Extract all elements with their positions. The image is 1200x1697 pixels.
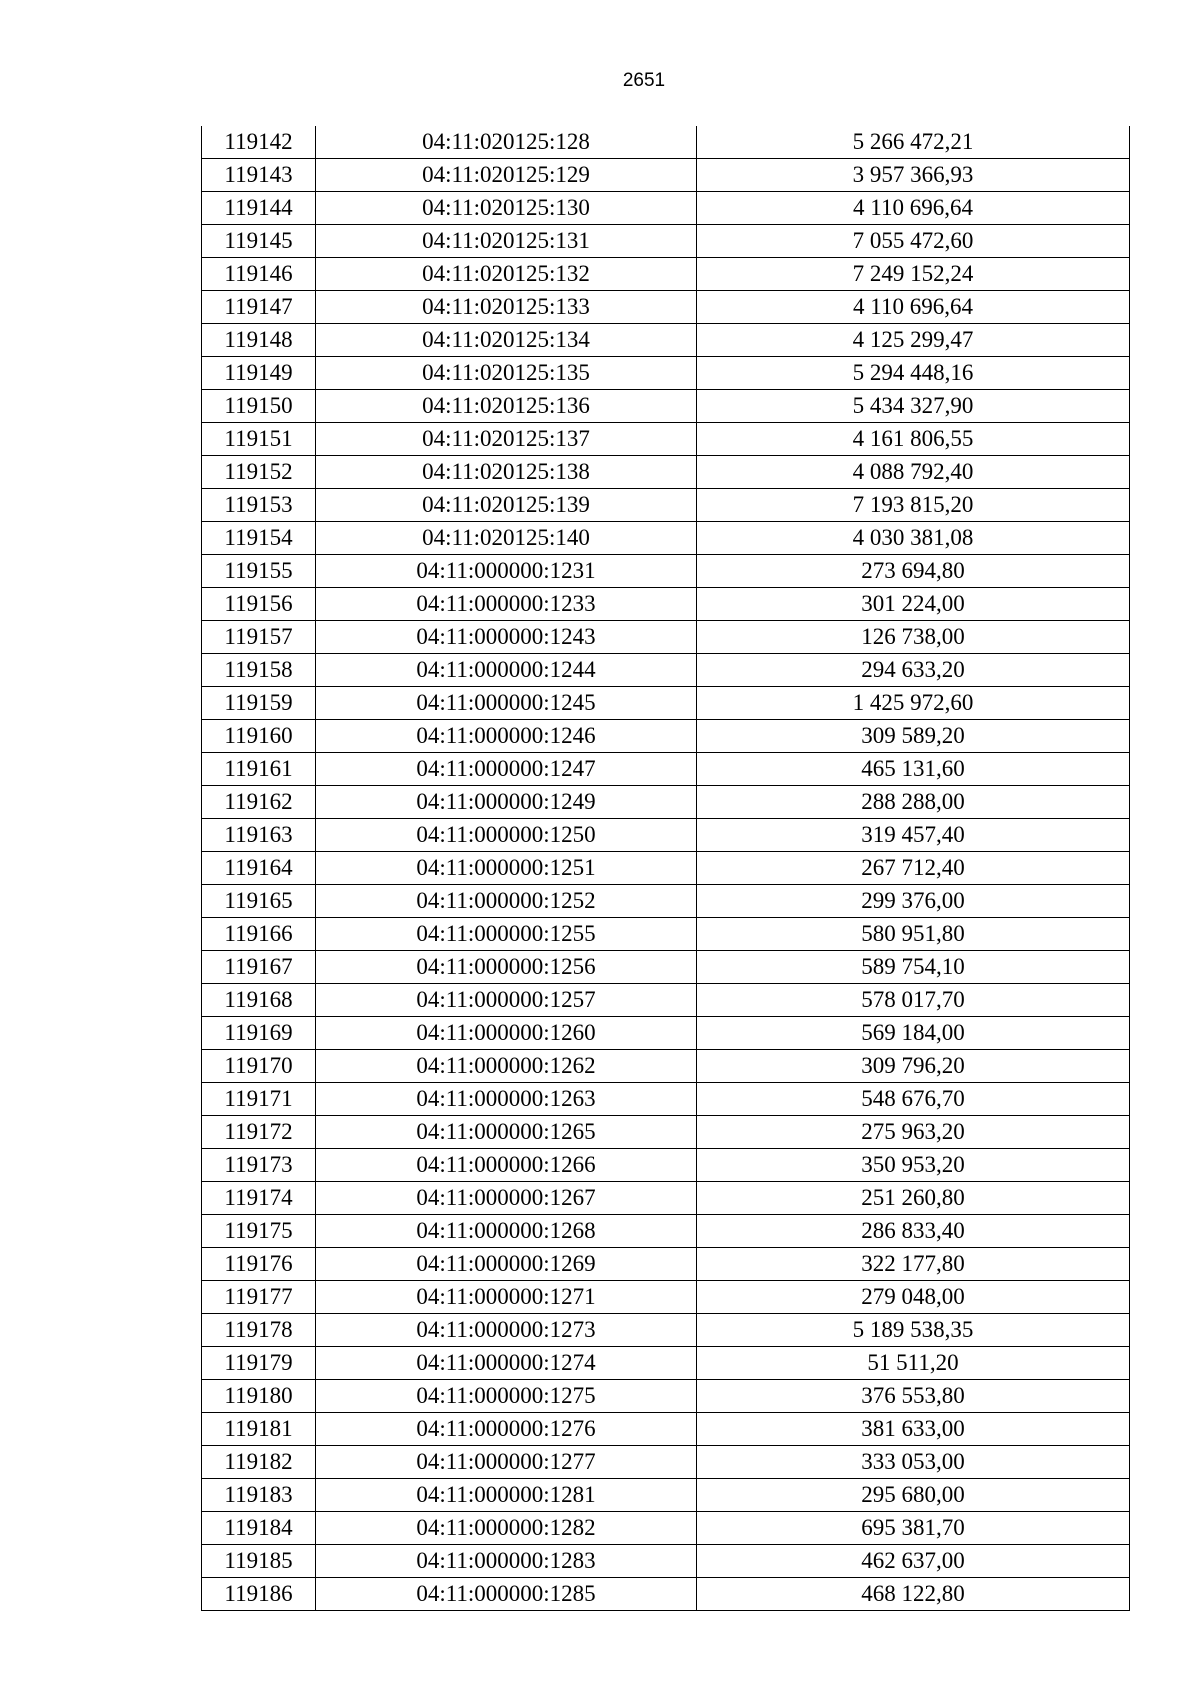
- row-number-cell: 119148: [202, 324, 316, 357]
- table-row: [202, 1149, 1130, 1182]
- row-number-cell: 119154: [202, 522, 316, 555]
- table-row: [202, 720, 1130, 753]
- cadastral-number-cell: 04:11:000000:1271: [316, 1281, 697, 1314]
- table-row: [202, 885, 1130, 918]
- cadastral-value-cell: 309 589,20: [697, 720, 1130, 753]
- table-row: [202, 1479, 1130, 1512]
- table-row: [202, 1314, 1130, 1347]
- row-number-cell: 119150: [202, 390, 316, 423]
- cadastral-number-cell: 04:11:020125:130: [316, 192, 697, 225]
- row-number-cell: 119180: [202, 1380, 316, 1413]
- cadastral-number-cell: 04:11:020125:132: [316, 258, 697, 291]
- cadastral-value-cell: 322 177,80: [697, 1248, 1130, 1281]
- cadastral-number-cell: 04:11:020125:135: [316, 357, 697, 390]
- cadastral-number-cell: 04:11:000000:1251: [316, 852, 697, 885]
- cadastral-value-cell: 5 189 538,35: [697, 1314, 1130, 1347]
- cadastral-number-cell: 04:11:000000:1266: [316, 1149, 697, 1182]
- cadastral-value-cell: 273 694,80: [697, 555, 1130, 588]
- cadastral-value-cell: 4 110 696,64: [697, 291, 1130, 324]
- cadastral-value-cell: 275 963,20: [697, 1116, 1130, 1149]
- table-row: [202, 1347, 1130, 1380]
- cadastral-value-cell: 1 425 972,60: [697, 687, 1130, 720]
- cadastral-value-cell: 267 712,40: [697, 852, 1130, 885]
- cadastral-number-cell: 04:11:020125:138: [316, 456, 697, 489]
- table-row: [202, 324, 1130, 357]
- cadastral-number-cell: 04:11:000000:1256: [316, 951, 697, 984]
- table-row: [202, 126, 1130, 159]
- row-number-cell: 119171: [202, 1083, 316, 1116]
- table-row: [202, 456, 1130, 489]
- table-row: [202, 1545, 1130, 1578]
- row-number-cell: 119159: [202, 687, 316, 720]
- row-number-cell: 119177: [202, 1281, 316, 1314]
- cadastral-value-cell: 294 633,20: [697, 654, 1130, 687]
- table-body: [202, 126, 1130, 1611]
- cadastral-number-cell: 04:11:020125:133: [316, 291, 697, 324]
- row-number-cell: 119151: [202, 423, 316, 456]
- cadastral-value-cell: 3 957 366,93: [697, 159, 1130, 192]
- row-number-cell: 119183: [202, 1479, 316, 1512]
- cadastral-value-cell: 126 738,00: [697, 621, 1130, 654]
- row-number-cell: 119185: [202, 1545, 316, 1578]
- table-row: [202, 1578, 1130, 1611]
- row-number-cell: 119170: [202, 1050, 316, 1083]
- cadastral-value-cell: 251 260,80: [697, 1182, 1130, 1215]
- table-row: [202, 951, 1130, 984]
- cadastral-value-cell: 51 511,20: [697, 1347, 1130, 1380]
- row-number-cell: 119162: [202, 786, 316, 819]
- page-number: 2651: [622, 70, 666, 91]
- cadastral-value-cell: 5 434 327,90: [697, 390, 1130, 423]
- cadastral-number-cell: 04:11:000000:1273: [316, 1314, 697, 1347]
- table-row: [202, 1380, 1130, 1413]
- cadastral-value-cell: 286 833,40: [697, 1215, 1130, 1248]
- table-row: [202, 984, 1130, 1017]
- row-number-cell: 119158: [202, 654, 316, 687]
- cadastral-number-cell: 04:11:000000:1243: [316, 621, 697, 654]
- row-number-cell: 119143: [202, 159, 316, 192]
- cadastral-number-cell: 04:11:020125:129: [316, 159, 697, 192]
- cadastral-number-cell: 04:11:000000:1276: [316, 1413, 697, 1446]
- table-row: [202, 819, 1130, 852]
- cadastral-value-cell: 468 122,80: [697, 1578, 1130, 1611]
- cadastral-value-cell: 580 951,80: [697, 918, 1130, 951]
- cadastral-number-cell: 04:11:000000:1283: [316, 1545, 697, 1578]
- table-row: [202, 1182, 1130, 1215]
- cadastral-value-cell: 7 249 152,24: [697, 258, 1130, 291]
- cadastral-number-cell: 04:11:000000:1249: [316, 786, 697, 819]
- cadastral-value-cell: 7 193 815,20: [697, 489, 1130, 522]
- row-number-cell: 119142: [202, 126, 316, 159]
- row-number-cell: 119152: [202, 456, 316, 489]
- table-row: [202, 159, 1130, 192]
- cadastral-number-cell: 04:11:000000:1231: [316, 555, 697, 588]
- table-row: [202, 621, 1130, 654]
- cadastral-number-cell: 04:11:000000:1282: [316, 1512, 697, 1545]
- cadastral-number-cell: 04:11:000000:1260: [316, 1017, 697, 1050]
- row-number-cell: 119156: [202, 588, 316, 621]
- table-row: [202, 1050, 1130, 1083]
- cadastral-value-cell: 381 633,00: [697, 1413, 1130, 1446]
- row-number-cell: 119161: [202, 753, 316, 786]
- cadastral-value-cell: 5 266 472,21: [697, 126, 1130, 159]
- cadastral-value-cell: 4 030 381,08: [697, 522, 1130, 555]
- cadastral-number-cell: 04:11:020125:134: [316, 324, 697, 357]
- cadastral-value-cell: 589 754,10: [697, 951, 1130, 984]
- cadastral-number-cell: 04:11:000000:1269: [316, 1248, 697, 1281]
- cadastral-value-cell: 376 553,80: [697, 1380, 1130, 1413]
- table-row: [202, 1281, 1130, 1314]
- table-row: [202, 390, 1130, 423]
- cadastral-number-cell: 04:11:000000:1250: [316, 819, 697, 852]
- cadastral-number-cell: 04:11:000000:1255: [316, 918, 697, 951]
- cadastral-value-cell: 333 053,00: [697, 1446, 1130, 1479]
- cadastral-value-cell: 4 161 806,55: [697, 423, 1130, 456]
- table-row: [202, 918, 1130, 951]
- cadastral-number-cell: 04:11:000000:1233: [316, 588, 697, 621]
- table-row: [202, 687, 1130, 720]
- row-number-cell: 119145: [202, 225, 316, 258]
- cadastral-number-cell: 04:11:000000:1274: [316, 1347, 697, 1380]
- cadastral-value-cell: 7 055 472,60: [697, 225, 1130, 258]
- row-number-cell: 119178: [202, 1314, 316, 1347]
- table-row: [202, 786, 1130, 819]
- cadastral-number-cell: 04:11:000000:1257: [316, 984, 697, 1017]
- row-number-cell: 119179: [202, 1347, 316, 1380]
- row-number-cell: 119157: [202, 621, 316, 654]
- table-row: [202, 192, 1130, 225]
- row-number-cell: 119173: [202, 1149, 316, 1182]
- cadastral-value-cell: 695 381,70: [697, 1512, 1130, 1545]
- table-row: [202, 654, 1130, 687]
- table-row: [202, 1248, 1130, 1281]
- cadastral-number-cell: 04:11:000000:1246: [316, 720, 697, 753]
- cadastral-value-cell: 350 953,20: [697, 1149, 1130, 1182]
- cadastral-value-cell: 548 676,70: [697, 1083, 1130, 1116]
- cadastral-value-cell: 295 680,00: [697, 1479, 1130, 1512]
- cadastral-value-cell: 309 796,20: [697, 1050, 1130, 1083]
- table-row: [202, 753, 1130, 786]
- row-number-cell: 119181: [202, 1413, 316, 1446]
- cadastral-value-cell: 279 048,00: [697, 1281, 1130, 1314]
- row-number-cell: 119149: [202, 357, 316, 390]
- row-number-cell: 119166: [202, 918, 316, 951]
- cadastral-number-cell: 04:11:000000:1285: [316, 1578, 697, 1611]
- table-row: [202, 588, 1130, 621]
- table-row: [202, 1446, 1130, 1479]
- cadastral-number-cell: 04:11:000000:1262: [316, 1050, 697, 1083]
- row-number-cell: 119175: [202, 1215, 316, 1248]
- cadastral-number-cell: 04:11:000000:1245: [316, 687, 697, 720]
- table-row: [202, 555, 1130, 588]
- row-number-cell: 119164: [202, 852, 316, 885]
- table-row: [202, 258, 1130, 291]
- cadastral-number-cell: 04:11:020125:131: [316, 225, 697, 258]
- cadastral-number-cell: 04:11:020125:137: [316, 423, 697, 456]
- row-number-cell: 119146: [202, 258, 316, 291]
- cadastral-number-cell: 04:11:000000:1265: [316, 1116, 697, 1149]
- row-number-cell: 119172: [202, 1116, 316, 1149]
- cadastral-value-table: [201, 126, 1130, 1611]
- cadastral-number-cell: 04:11:000000:1247: [316, 753, 697, 786]
- row-number-cell: 119176: [202, 1248, 316, 1281]
- table-row: [202, 1083, 1130, 1116]
- row-number-cell: 119186: [202, 1578, 316, 1611]
- cadastral-value-cell: 465 131,60: [697, 753, 1130, 786]
- table-row: [202, 1116, 1130, 1149]
- table-row: [202, 225, 1130, 258]
- table-row: [202, 489, 1130, 522]
- table-row: [202, 522, 1130, 555]
- cadastral-number-cell: 04:11:020125:140: [316, 522, 697, 555]
- row-number-cell: 119155: [202, 555, 316, 588]
- cadastral-value-cell: 288 288,00: [697, 786, 1130, 819]
- cadastral-number-cell: 04:11:000000:1275: [316, 1380, 697, 1413]
- table-row: [202, 357, 1130, 390]
- row-number-cell: 119174: [202, 1182, 316, 1215]
- table-row: [202, 291, 1130, 324]
- row-number-cell: 119147: [202, 291, 316, 324]
- cadastral-value-cell: 569 184,00: [697, 1017, 1130, 1050]
- table-row: [202, 852, 1130, 885]
- cadastral-value-cell: 301 224,00: [697, 588, 1130, 621]
- cadastral-value-cell: 578 017,70: [697, 984, 1130, 1017]
- cadastral-number-cell: 04:11:000000:1281: [316, 1479, 697, 1512]
- cadastral-number-cell: 04:11:000000:1277: [316, 1446, 697, 1479]
- row-number-cell: 119168: [202, 984, 316, 1017]
- cadastral-value-cell: 4 110 696,64: [697, 192, 1130, 225]
- row-number-cell: 119144: [202, 192, 316, 225]
- cadastral-number-cell: 04:11:000000:1267: [316, 1182, 697, 1215]
- cadastral-number-cell: 04:11:000000:1244: [316, 654, 697, 687]
- cadastral-number-cell: 04:11:020125:128: [316, 126, 697, 159]
- table-row: [202, 1413, 1130, 1446]
- cadastral-value-cell: 299 376,00: [697, 885, 1130, 918]
- row-number-cell: 119182: [202, 1446, 316, 1479]
- row-number-cell: 119167: [202, 951, 316, 984]
- table-row: [202, 1215, 1130, 1248]
- row-number-cell: 119184: [202, 1512, 316, 1545]
- cadastral-value-cell: 4 125 299,47: [697, 324, 1130, 357]
- row-number-cell: 119153: [202, 489, 316, 522]
- table-row: [202, 423, 1130, 456]
- cadastral-value-cell: 319 457,40: [697, 819, 1130, 852]
- table-row: [202, 1017, 1130, 1050]
- cadastral-number-cell: 04:11:000000:1263: [316, 1083, 697, 1116]
- table-row: [202, 1512, 1130, 1545]
- cadastral-value-cell: 462 637,00: [697, 1545, 1130, 1578]
- row-number-cell: 119163: [202, 819, 316, 852]
- cadastral-number-cell: 04:11:020125:139: [316, 489, 697, 522]
- cadastral-value-cell: 4 088 792,40: [697, 456, 1130, 489]
- cadastral-number-cell: 04:11:020125:136: [316, 390, 697, 423]
- row-number-cell: 119165: [202, 885, 316, 918]
- cadastral-number-cell: 04:11:000000:1268: [316, 1215, 697, 1248]
- row-number-cell: 119169: [202, 1017, 316, 1050]
- cadastral-value-cell: 5 294 448,16: [697, 357, 1130, 390]
- cadastral-number-cell: 04:11:000000:1252: [316, 885, 697, 918]
- row-number-cell: 119160: [202, 720, 316, 753]
